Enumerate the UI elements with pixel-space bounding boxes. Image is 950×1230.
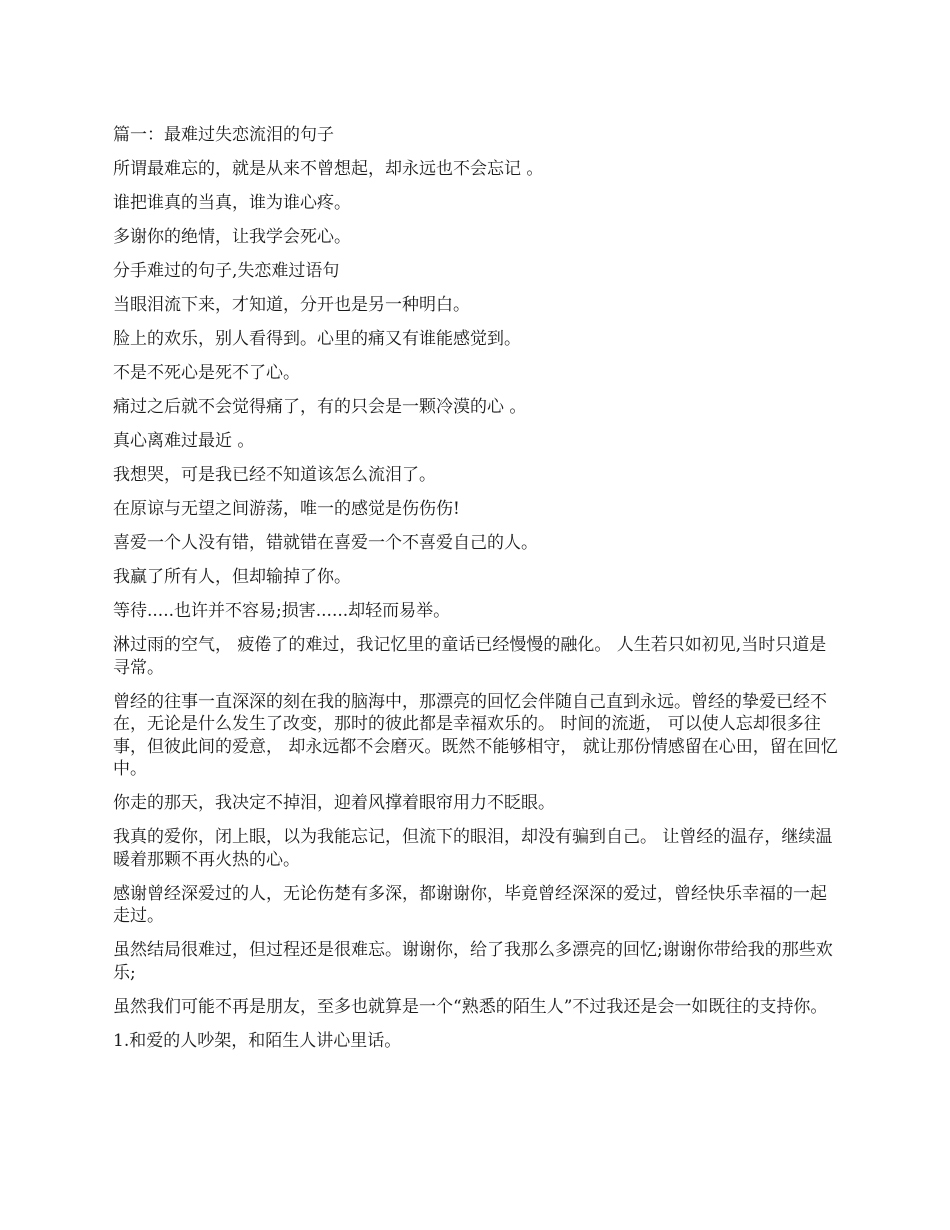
paragraph: 感谢曾经深爱过的人，无论伤楚有多深，都谢谢你，毕竟曾经深深的爱过，曾经快乐幸福的一起走过。 <box>113 883 827 926</box>
paragraph: 淋过雨的空气， 疲倦了的难过，我记忆里的童话已经慢慢的融化。 人生若只如初见,当时只道是寻常。 <box>113 635 827 678</box>
paragraph: 所谓最难忘的，就是从来不曾想起，却永远也不会忘记 。 <box>113 159 544 179</box>
document-page <box>113 124 840 1064</box>
paragraph: 在原谅与无望之间游荡，唯一的感觉是伤伤伤! <box>113 499 460 519</box>
paragraph: 当眼泪流下来，才知道，分开也是另一种明白。 <box>113 295 470 315</box>
paragraph: 曾经的往事一直深深的刻在我的脑海中，那漂亮的回忆会伴随自己直到永远。曾经的挚爱已经不在，无论是什么发生了改变，那时的彼此都是幸福欢乐的。 时间的流逝， 可以使人忘却很多往事，但彼此间的爱意， 却永远都不会磨灭。既然不能够相守， 就让那份情感留在心田，留在回忆中。 <box>113 691 838 779</box>
paragraph: 虽然我们可能不再是朋友，至多也就算是一个“熟悉的陌生人”不过我还是会一如既往的支持你。 <box>113 996 828 1017</box>
document-title: 篇一：最难过失恋流泪的句子 <box>113 125 334 145</box>
paragraph: 我真的爱你，闭上眼，以为我能忘记，但流下的眼泪，却没有骗到自己。 让曾经的温存，继续温暖着那颗不再火热的心。 <box>113 827 833 870</box>
paragraph: 真心离难过最近 。 <box>113 431 255 451</box>
paragraph: 谁把谁真的当真，谁为谁心疼。 <box>113 193 351 213</box>
paragraph: 你走的那天，我决定不掉泪，迎着风撑着眼帘用力不眨眼。 <box>113 793 555 813</box>
section-heading: 分手难过的句子,失恋难过语句 <box>113 261 340 281</box>
paragraph: 多谢你的绝情，让我学会死心。 <box>113 227 351 247</box>
paragraph: 喜爱一个人没有错，错就错在喜爱一个不喜爱自己的人。 <box>113 533 538 553</box>
paragraph: 不是不死心是死不了心。 <box>113 363 300 383</box>
paragraph: 等待.....也许并不容易;损害......却轻而易举。 <box>113 601 451 621</box>
paragraph: 我赢了所有人，但却输掉了你。 <box>113 567 351 587</box>
paragraph: 虽然结局很难过，但过程还是很难忘。谢谢你，给了我那么多漂亮的回忆;谢谢你带给我的那些欢乐; <box>113 940 833 983</box>
paragraph: 我想哭，可是我已经不知道该怎么流泪了。 <box>113 465 436 485</box>
paragraph: 1.和爱的人吵架，和陌生人讲心里话。 <box>113 1030 402 1051</box>
paragraph: 脸上的欢乐，别人看得到。心里的痛又有谁能感觉到。 <box>113 329 521 349</box>
paragraph: 痛过之后就不会觉得痛了，有的只会是一颗冷漠的心 。 <box>113 397 527 417</box>
